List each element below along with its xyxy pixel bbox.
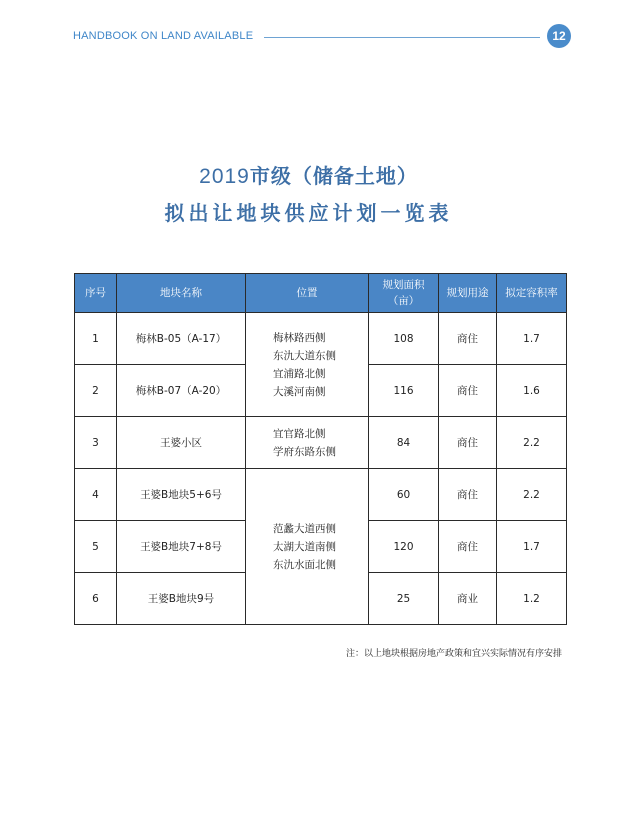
page-title-line-2: 拟出让地块供应计划一览表 — [164, 201, 453, 225]
col-header-area — [369, 274, 439, 313]
table-header-row — [75, 274, 567, 313]
cell-far: 1.6 — [497, 365, 567, 417]
location-line: 东氿大道东侧 — [273, 349, 336, 362]
cell-index: 4 — [75, 469, 117, 521]
land-plot-table — [74, 273, 567, 625]
cell-plot-name: 王婆小区 — [117, 417, 246, 469]
cell-far: 1.2 — [497, 573, 567, 625]
cell-use: 商业 — [439, 573, 497, 625]
cell-area: 25 — [369, 573, 439, 625]
table-row — [75, 313, 567, 365]
cell-location — [246, 313, 369, 417]
cell-use: 商住 — [439, 365, 497, 417]
cell-far: 1.7 — [497, 521, 567, 573]
table-row — [75, 469, 567, 521]
cell-index: 6 — [75, 573, 117, 625]
cell-index: 1 — [75, 313, 117, 365]
cell-use: 商住 — [439, 469, 497, 521]
footnote: 注：以上地块根据房地产政策和宜兴实际情况有序安排 — [345, 649, 562, 659]
location-line: 宜官路北侧 — [273, 427, 326, 440]
title-year: 2019 — [199, 165, 250, 188]
location-line: 太湖大道南侧 — [273, 540, 336, 553]
handbook-header-title: HANDBOOK ON LAND AVAILABLE — [73, 30, 254, 42]
location-line: 学府东路东侧 — [273, 445, 336, 458]
location-line: 大溪河南侧 — [273, 385, 326, 398]
cell-use: 商住 — [439, 417, 497, 469]
cell-far: 2.2 — [497, 417, 567, 469]
cell-use: 商住 — [439, 521, 497, 573]
cell-index: 5 — [75, 521, 117, 573]
col-header-name: 地块名称 — [117, 274, 246, 313]
cell-location — [246, 417, 369, 469]
title-line1-text: 市级（储备土地） — [249, 164, 418, 188]
cell-index: 3 — [75, 417, 117, 469]
cell-far: 2.2 — [497, 469, 567, 521]
cell-area: 116 — [369, 365, 439, 417]
location-line: 梅林路西侧 — [273, 331, 326, 344]
cell-index: 2 — [75, 365, 117, 417]
cell-area: 120 — [369, 521, 439, 573]
page-title-line-1 — [0, 160, 617, 189]
cell-area: 60 — [369, 469, 439, 521]
cell-plot-name: 王婆B地块7+8号 — [117, 521, 246, 573]
cell-plot-name: 王婆B地块9号 — [117, 573, 246, 625]
col-header-location: 位置 — [246, 274, 369, 313]
location-line: 东氿水面北侧 — [273, 558, 336, 571]
cell-area: 108 — [369, 313, 439, 365]
cell-use: 商住 — [439, 313, 497, 365]
cell-plot-name: 王婆B地块5+6号 — [117, 469, 246, 521]
location-line: 范蠡大道西侧 — [273, 522, 336, 535]
page-number-badge: 12 — [547, 24, 571, 48]
table-row — [75, 417, 567, 469]
header-divider — [264, 37, 540, 38]
cell-plot-name: 梅林B-05（A-17） — [117, 313, 246, 365]
cell-area: 84 — [369, 417, 439, 469]
location-line: 宜浦路北侧 — [273, 367, 326, 380]
col-header-area-unit: （亩） — [387, 295, 420, 307]
cell-location — [246, 469, 369, 625]
cell-far: 1.7 — [497, 313, 567, 365]
cell-plot-name: 梅林B-07（A-20） — [117, 365, 246, 417]
col-header-use: 规划用途 — [439, 274, 497, 313]
col-header-area-label: 规划面积 — [382, 279, 425, 291]
col-header-index: 序号 — [75, 274, 117, 313]
col-header-far: 拟定容积率 — [497, 274, 567, 313]
